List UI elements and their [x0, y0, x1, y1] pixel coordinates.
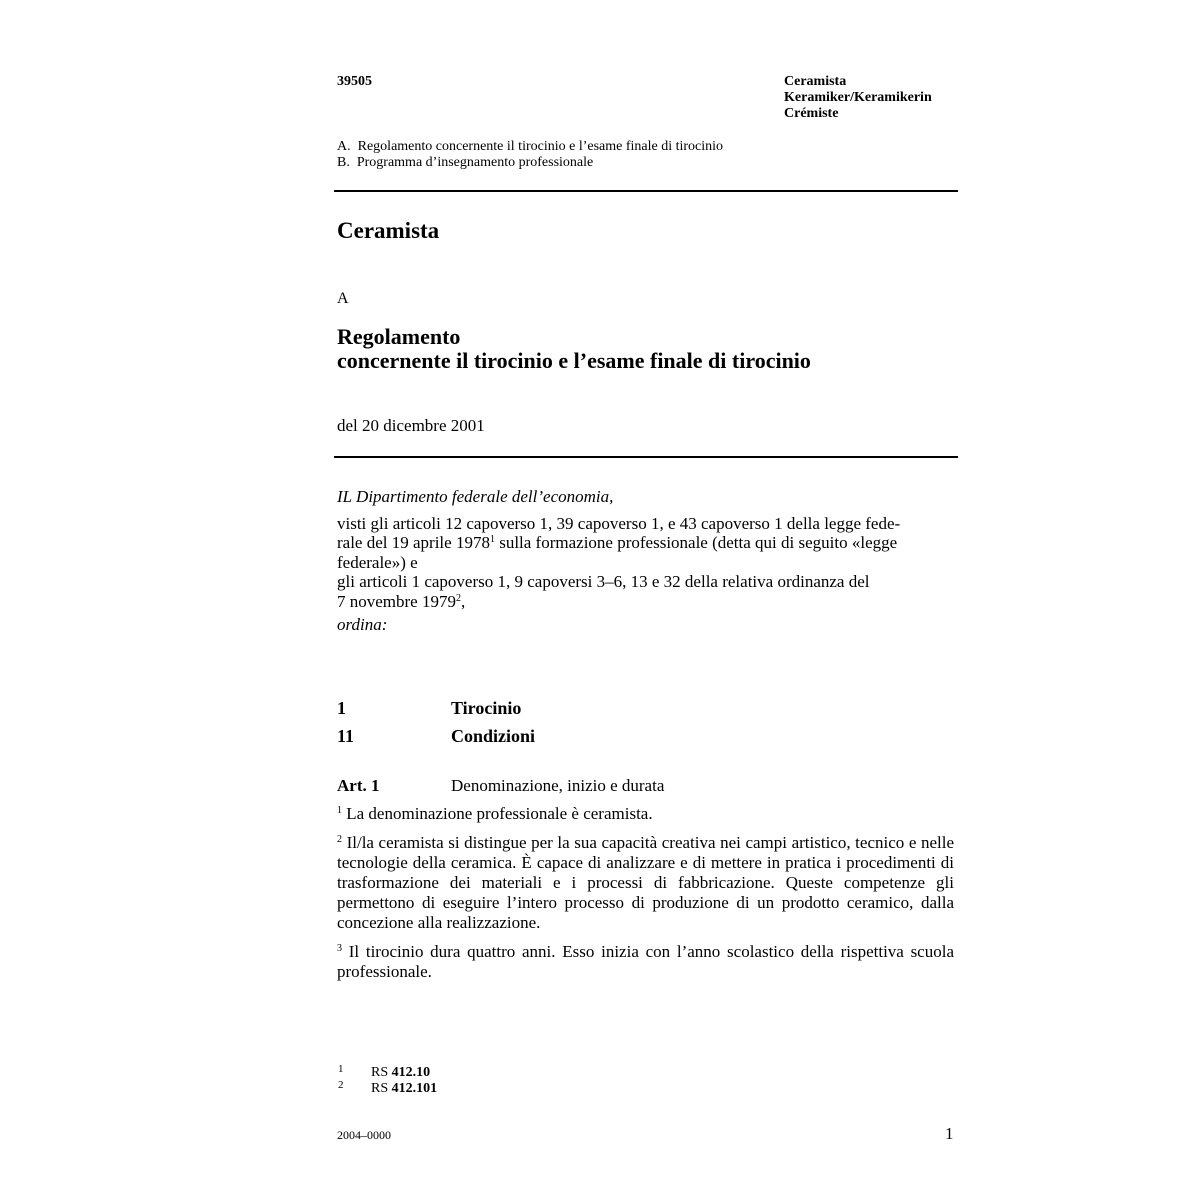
section-number-1: 1: [337, 698, 346, 718]
divider-top: [334, 190, 958, 192]
footnote-number-2: 2: [338, 1079, 344, 1091]
article-paragraph-3: $^3$ Il tirocinio dura quattro anni. Esso inizia con l’anno scolastico della rispettiva scuola professionale.: [337, 942, 954, 981]
article-paragraph-1: $^1$ La denominazione professionale è ceramista.: [337, 804, 653, 823]
footnote-ref-2[interactable]: 2: [455, 592, 461, 604]
section-title-1: Tirocinio: [451, 698, 522, 718]
ordina-text: ordina:: [337, 615, 388, 634]
article-label: Art. 1: [337, 776, 380, 795]
part-letter: A: [337, 290, 349, 307]
page-title: Ceramista: [337, 218, 440, 243]
footnote-1: RS 412.10: [371, 1065, 431, 1080]
part-a: A. Regolamento concernente il tirocinio e l’esame finale di tirocinio: [337, 139, 724, 154]
regulation-title: Regolamento concernente il tirocinio e l’esame finale di tirocinio: [337, 324, 811, 373]
title-french: Crémiste: [784, 106, 839, 121]
article-title: Denominazione, inizio e durata: [451, 776, 665, 795]
footer-code: 2004–0000: [337, 1128, 391, 1142]
divider-middle: [334, 456, 958, 458]
regulation-date: del 20 dicembre 2001: [337, 416, 485, 435]
issuer: IL Dipartimento federale dell’economia,: [337, 487, 614, 506]
document-parts: [337, 139, 723, 171]
preamble: IL Dipartimento federale dell’economia, visti gli articoli 12 capoverso 1, 39 capoverso 1, e 43 capoverso 1 della legge fede- rale del 19 aprile 1978$^1$ sulla formazione professionale (detta qui di seguito «legge federale») e gli articoli 1 capoverso 1, 9 capoversi 3–6, 13 e 32 della relativa ordinanza del 7 novembre 1979$^2$, ordina:: [337, 487, 943, 642]
profession-titles: [784, 74, 932, 122]
part-b: B. Programma d’insegnamento professionale: [337, 155, 594, 170]
footnote-2: RS 412.101: [371, 1081, 438, 1096]
footnote-ref-1[interactable]: 1: [489, 534, 495, 545]
title-german: Keramiker/Keramikerin: [784, 90, 932, 105]
document-code: 39505: [337, 74, 372, 89]
page-number: 1: [945, 1124, 954, 1143]
section-number-11: 11: [337, 726, 355, 746]
footnote-number-1: 1: [338, 1063, 344, 1075]
title-italian: Ceramista: [784, 74, 847, 89]
section-title-11: Condizioni: [451, 726, 536, 746]
article-paragraph-2: $^2$ Il/la ceramista si distingue per la sua capacità creativa nei campi artistico, tecnico e nelle tecnologie della ceramica. È capace di analizzare e di mettere in pratica i procedimenti di trasformazione dei materiali e i processi di fabbricazione. Queste competenze gli permettono di eseguire l’intero processo di produzione di un prodotto ceramico, dalla concezione alla realizzazione.: [337, 833, 954, 932]
